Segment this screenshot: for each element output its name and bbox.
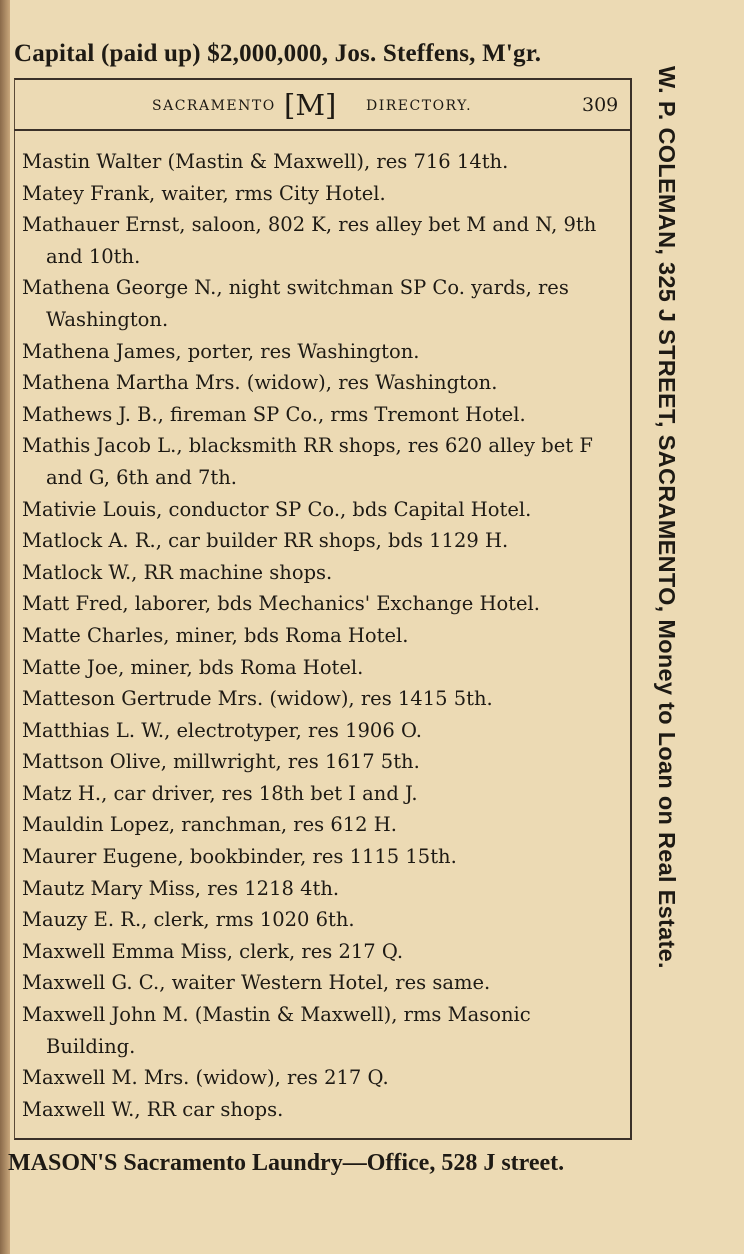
directory-entry: Mathauer Ernst, saloon, 802 K, res alley bet M and N, 9th and 10th. [22,213,597,268]
directory-entry: Mauzy E. R., clerk, rms 1020 6th. [22,908,355,932]
directory-entry: Mastin Walter (Mastin & Maxwell), res 716 14th. [22,150,509,173]
directory-entry: Mattson Olive, millwright, res 1617 5th. [22,750,420,774]
directory-entry: Maxwell W., RR car shops. [22,1097,284,1121]
directory-entry: Maxwell John M. (Mastin & Maxwell), rms Masonic Building. [22,1003,531,1058]
header-rule [14,129,632,131]
directory-entry: Mauldin Lopez, ranchman, res 612 H. [22,813,397,837]
directory-entry: Mathews J. B., fireman SP Co., rms Tremont Hotel. [22,402,526,426]
running-head-city: SACRAMENTO [152,98,276,114]
directory-entry: Matt Fred, laborer, bds Mechanics' Exchange Hotel. [22,592,540,616]
directory-entry: Matte Charles, miner, bds Roma Hotel. [22,623,409,647]
directory-entry: Matthias L. W., electrotyper, res 1906 O. [22,718,422,742]
directory-entry: Maxwell G. C., waiter Western Hotel, res same. [22,971,491,995]
directory-entry: Matlock A. R., car builder RR shops, bds 1129 H. [22,529,509,553]
side-advertisement: W. P. COLEMAN, 325 J STREET, SACRAMENTO, Money to Loan on Real Estate. [654,66,680,969]
directory-entry: Mathena Martha Mrs. (widow), res Washington. [22,371,498,395]
bottom-advertisement: MASON'S Sacramento Laundry—Office, 528 J street. [8,1150,565,1176]
running-head-title: DIRECTORY. [366,98,473,114]
directory-entry: Matz H., car driver, res 18th bet I and J. [22,781,418,805]
directory-entry: Maxwell M. Mrs. (widow), res 217 Q. [22,1066,389,1090]
directory-entry: Matey Frank, waiter, rms City Hotel. [22,181,386,205]
directory-entry: Mathena George N., night switchman SP Co. yards, res Washington. [22,276,569,331]
directory-entry: Maurer Eugene, bookbinder, res 1115 15th. [22,845,457,869]
page-edge [0,0,10,1254]
top-advertisement: Capital (paid up) $2,000,000, Jos. Steffens, M'gr. [14,40,542,67]
running-head-letter: [M] [284,88,337,122]
directory-entry: Matte Joe, miner, bds Roma Hotel. [22,655,364,679]
directory-entry: Maxwell Emma Miss, clerk, res 217 Q. [22,939,404,963]
directory-entries [22,146,622,1125]
running-head [16,88,626,122]
directory-entry: Mautz Mary Miss, res 1218 4th. [22,876,340,900]
directory-entry: Matteson Gertrude Mrs. (widow), res 1415 5th. [22,687,493,711]
directory-entry: Matlock W., RR machine shops. [22,560,333,584]
directory-entry: Mathis Jacob L., blacksmith RR shops, res 620 alley bet F and G, 6th and 7th. [22,434,593,489]
page-number: 309 [582,94,619,116]
directory-entry: Mativie Louis, conductor SP Co., bds Capital Hotel. [22,497,532,521]
directory-entry: Mathena James, porter, res Washington. [22,339,420,363]
